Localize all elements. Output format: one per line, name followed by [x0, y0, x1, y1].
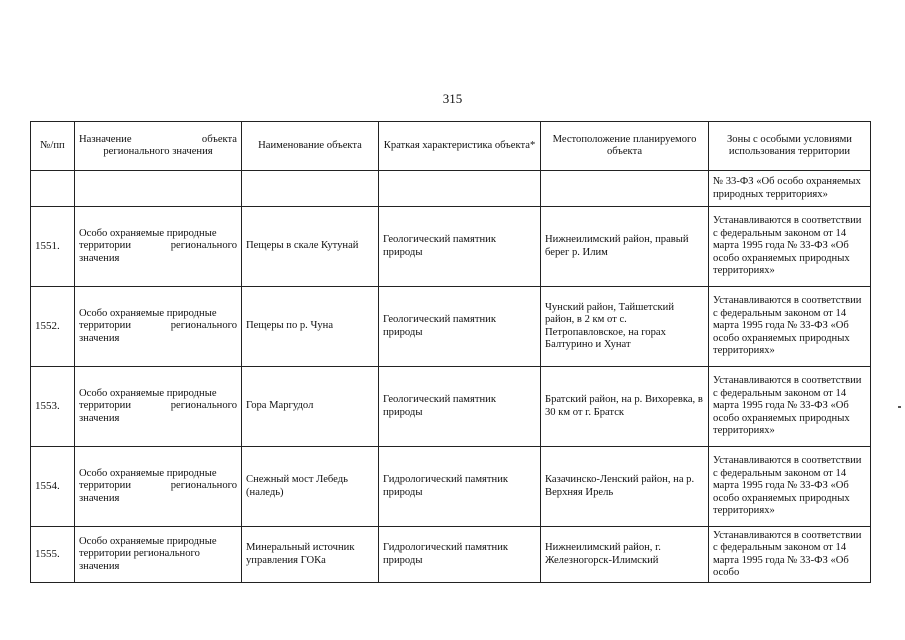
table-row: [31, 367, 871, 447]
cell-name: Пещеры в скале Кутунай: [242, 207, 379, 287]
header-purpose-line2: регионального значения: [103, 146, 213, 157]
cell-purpose: [75, 207, 242, 287]
cell-zones: Устанавливаются в соответствии с федеральным законом от 14 марта 1995 года № 33-ФЗ «Об особо охраняемых природных территориях»: [709, 367, 871, 447]
cell-name: Пещеры по р. Чуна: [242, 287, 379, 367]
cell-num: 1554.: [31, 447, 75, 527]
purpose-line: значения: [79, 412, 120, 424]
cell-empty: [242, 171, 379, 207]
table-header-row: [31, 122, 871, 171]
purpose-line: Особо охраняемые природные: [79, 467, 217, 479]
cell-location: Братский район, на р. Вихоревка, в 30 км от г. Братск: [541, 367, 709, 447]
cell-brief: Геологический памятник природы: [379, 207, 541, 287]
table-row-continuation: [31, 171, 871, 207]
cell-brief: Геологический памятник природы: [379, 287, 541, 367]
cell-brief: Гидрологический памятник природы: [379, 527, 541, 583]
table-row: [31, 287, 871, 367]
header-zones: Зоны с особыми условиями использования территории: [709, 122, 871, 171]
purpose-line: Особо охраняемые природные: [79, 535, 217, 547]
header-purpose: [75, 122, 242, 171]
cell-zones: Устанавливаются в соответствии с федеральным законом от 14 марта 1995 года № 33-ФЗ «Об особо охраняемых природных территориях»: [709, 287, 871, 367]
purpose-line: Особо охраняемые природные: [79, 227, 217, 239]
table-row: [31, 527, 871, 583]
purpose-line: территории регионального: [79, 400, 237, 412]
purpose-line: территории регионального: [79, 320, 237, 332]
cell-name: Минеральный источник управления ГОКа: [242, 527, 379, 583]
cell-num: 1551.: [31, 207, 75, 287]
cell-zones: № 33-ФЗ «Об особо охраняемых природных территориях»: [709, 171, 871, 207]
cell-num: 1552.: [31, 287, 75, 367]
header-location: Местоположение планируемого объекта: [541, 122, 709, 171]
cell-purpose: [75, 527, 242, 583]
purpose-line: территории регионального: [79, 240, 237, 252]
purpose-line: территории регионального: [79, 480, 237, 492]
cell-location: Казачинско-Ленский район, на р. Верхняя Ирель: [541, 447, 709, 527]
cell-zones: Устанавливаются в соответствии с федеральным законом от 14 марта 1995 года № 33-ФЗ «Об особо охраняемых природных территориях»: [709, 207, 871, 287]
cell-zones: Устанавливаются в соответствии с федеральным законом от 14 марта 1995 года № 33-ФЗ «Об особо: [709, 527, 871, 583]
cell-purpose: [75, 287, 242, 367]
page-number: 315: [442, 91, 463, 106]
scan-speck: [898, 406, 901, 408]
cell-name: Снежный мост Лебедь (наледь): [242, 447, 379, 527]
cell-location: Нижнеилимский район, правый берег р. Илим: [541, 207, 709, 287]
purpose-line: Особо охраняемые природные: [79, 387, 217, 399]
purpose-line: территории регионального: [79, 548, 200, 560]
cell-location: Чунский район, Тайшетский район, в 2 км от с. Петропавловское, на горах Балтурино и Хунат: [541, 287, 709, 367]
purpose-line: значения: [79, 332, 120, 344]
header-brief: Краткая характеристика объекта*: [379, 122, 541, 171]
purpose-line: значения: [79, 560, 120, 572]
cell-name: Гора Маргудол: [242, 367, 379, 447]
header-num: №/пп: [31, 122, 75, 171]
purpose-line: Особо охраняемые природные: [79, 307, 217, 319]
cell-empty: [75, 171, 242, 207]
header-purpose-line1: Назначение объекта: [79, 133, 237, 145]
cell-zones: Устанавливаются в соответствии с федеральным законом от 14 марта 1995 года № 33-ФЗ «Об особо охраняемых природных территориях»: [709, 447, 871, 527]
table-row: [31, 447, 871, 527]
header-name: Наименование объекта: [242, 122, 379, 171]
purpose-line: значения: [79, 492, 120, 504]
cell-location: Нижнеилимский район, г. Железногорск-Илимский: [541, 527, 709, 583]
objects-table: [30, 121, 871, 583]
cell-empty: [541, 171, 709, 207]
cell-empty: [379, 171, 541, 207]
table-row: [31, 207, 871, 287]
cell-purpose: [75, 447, 242, 527]
cell-num: 1553.: [31, 367, 75, 447]
cell-brief: Гидрологический памятник природы: [379, 447, 541, 527]
purpose-line: значения: [79, 252, 120, 264]
cell-num: 1555.: [31, 527, 75, 583]
cell-empty: [31, 171, 75, 207]
cell-purpose: [75, 367, 242, 447]
cell-brief: Геологический памятник природы: [379, 367, 541, 447]
